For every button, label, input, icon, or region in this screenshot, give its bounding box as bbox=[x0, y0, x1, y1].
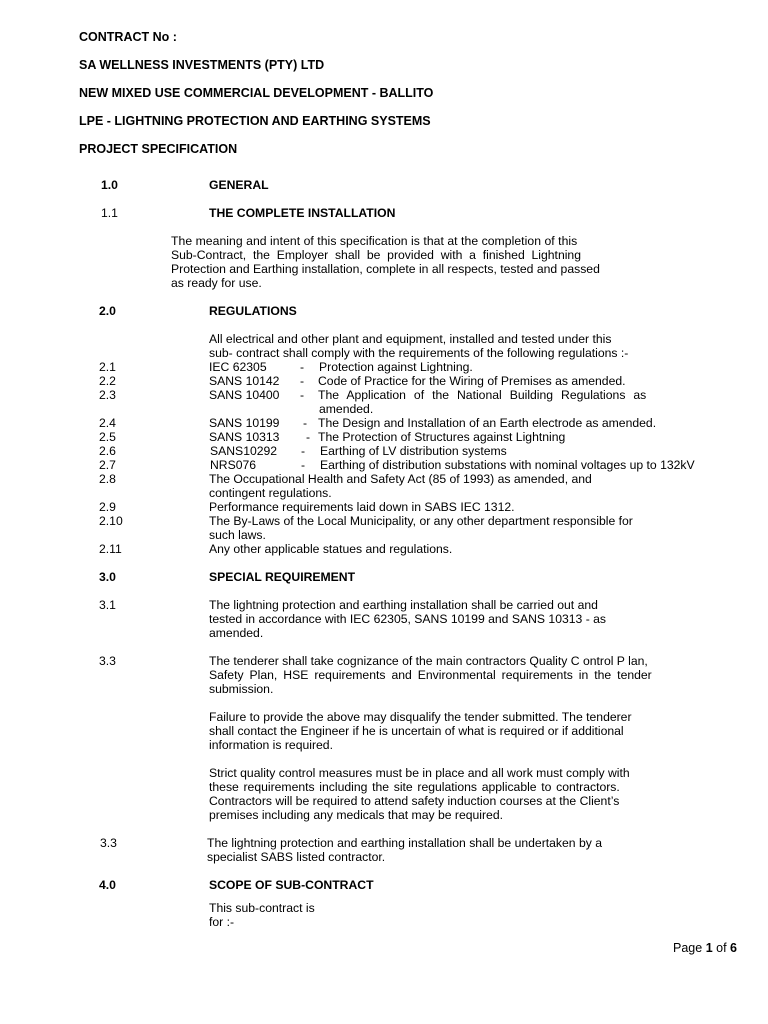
regulation-text: The Design and Installation of an Earth electrode as amended. bbox=[318, 416, 657, 430]
paragraph-line: The Occupational Health and Safety Act (85 of 1993) as amended, and bbox=[209, 472, 592, 486]
dash: - bbox=[300, 374, 305, 388]
company-heading: SA WELLNESS INVESTMENTS (PTY) LTD bbox=[79, 58, 325, 72]
paragraph-line: such laws. bbox=[209, 528, 266, 542]
section-3-number: 3.0 bbox=[99, 570, 116, 584]
paragraph-line: The tenderer shall take cognizance of the main contractors Quality C ontrol P lan, bbox=[209, 654, 648, 668]
section-1-number: 1.0 bbox=[101, 178, 118, 192]
paragraph-line: Strict quality control measures must be in place and all work must comply with bbox=[209, 766, 630, 780]
paragraph-line: The By-Laws of the Local Municipality, or any other department responsible for bbox=[209, 514, 633, 528]
section-4-title: SCOPE OF SUB-CONTRACT bbox=[209, 878, 374, 892]
page-word: Page bbox=[673, 941, 703, 955]
paragraph-line: for :- bbox=[209, 915, 235, 929]
paragraph-line: This sub-contract is bbox=[209, 901, 315, 915]
dash: - bbox=[301, 458, 306, 472]
development-heading: NEW MIXED USE COMMERCIAL DEVELOPMENT - BALLITO bbox=[79, 86, 434, 100]
item-number: 3.3 bbox=[99, 654, 116, 668]
paragraph-line: tested in accordance with IEC 62305, SANS 10199 and SANS 10313 - as bbox=[209, 612, 607, 626]
regulation-text: Earthing of LV distribution systems bbox=[320, 444, 507, 458]
item-number: 3.1 bbox=[99, 598, 116, 612]
paragraph-line: Sub-Contract, the Employer shall be provided with a finished Lightning bbox=[171, 248, 581, 262]
paragraph-line: sub- contract shall comply with the requirements of the following regulations :- bbox=[209, 346, 629, 360]
paragraph-line: information is required. bbox=[209, 738, 333, 752]
paragraph-line: Protection and Earthing installation, complete in all respects, tested and passed bbox=[171, 262, 600, 276]
section-4-number: 4.0 bbox=[99, 878, 116, 892]
dash: - bbox=[300, 360, 305, 374]
item-number: 2.4 bbox=[99, 416, 116, 430]
dash: - bbox=[301, 444, 306, 458]
paragraph-line: Performance requirements laid down in SABS IEC 1312. bbox=[209, 500, 515, 514]
paragraph-line: All electrical and other plant and equipment, installed and tested under this bbox=[209, 332, 612, 346]
paragraph-line: specialist SABS listed contractor. bbox=[207, 850, 386, 864]
item-number: 2.5 bbox=[99, 430, 116, 444]
item-number: 2.2 bbox=[99, 374, 116, 388]
paragraph-line: shall contact the Engineer if he is uncertain of what is required or if additional bbox=[209, 724, 624, 738]
current-page-number: 1 bbox=[705, 941, 713, 955]
section-1-1-number: 1.1 bbox=[101, 206, 118, 220]
total-pages-number: 6 bbox=[730, 941, 737, 955]
regulation-code: SANS 10142 bbox=[209, 374, 280, 388]
section-2-title: REGULATIONS bbox=[209, 304, 297, 318]
regulation-code: SANS 10313 bbox=[209, 430, 280, 444]
paragraph-line: The meaning and intent of this specification is that at the completion of this bbox=[171, 234, 578, 248]
regulation-text: Earthing of distribution substations with nominal voltages up to 132kV bbox=[320, 458, 695, 472]
page-number-footer bbox=[673, 941, 737, 955]
paragraph-line: these requirements including the site regulations applicable to contractors. bbox=[209, 780, 620, 794]
item-number: 2.7 bbox=[99, 458, 116, 472]
item-number: 2.10 bbox=[99, 514, 123, 528]
dash: - bbox=[306, 430, 311, 444]
section-2-number: 2.0 bbox=[99, 304, 116, 318]
lpe-heading: LPE - LIGHTNING PROTECTION AND EARTHING SYSTEMS bbox=[79, 114, 431, 128]
section-1-title: GENERAL bbox=[209, 178, 269, 192]
regulation-text: Protection against Lightning. bbox=[319, 360, 473, 374]
contract-no-heading: CONTRACT No : bbox=[79, 30, 177, 44]
regulation-code: SANS10292 bbox=[210, 444, 278, 458]
item-number: 2.1 bbox=[99, 360, 116, 374]
paragraph-line: submission. bbox=[209, 682, 274, 696]
paragraph-line: Any other applicable statues and regulations. bbox=[209, 542, 453, 556]
paragraph-line: The lightning protection and earthing installation shall be carried out and bbox=[209, 598, 598, 612]
regulation-text: Code of Practice for the Wiring of Premises as amended. bbox=[318, 374, 626, 388]
regulation-code: IEC 62305 bbox=[209, 360, 267, 374]
dash: - bbox=[300, 388, 305, 402]
dash: - bbox=[303, 416, 308, 430]
paragraph-line: Contractors will be required to attend safety induction courses at the Client’s bbox=[209, 794, 620, 808]
paragraph-line: The lightning protection and earthing installation shall be undertaken by a bbox=[207, 836, 603, 850]
paragraph-line: amended. bbox=[209, 626, 264, 640]
item-number: 2.9 bbox=[99, 500, 116, 514]
regulation-code: NRS076 bbox=[210, 458, 257, 472]
paragraph-line: Failure to provide the above may disqualify the tender submitted. The tenderer bbox=[209, 710, 632, 724]
item-number: 2.6 bbox=[99, 444, 116, 458]
item-number: 3.3 bbox=[100, 836, 117, 850]
regulation-text: The Protection of Structures against Lightning bbox=[318, 430, 566, 444]
of-word: of bbox=[716, 941, 727, 955]
regulation-code: SANS 10199 bbox=[209, 416, 280, 430]
item-number: 2.8 bbox=[99, 472, 116, 486]
section-3-title: SPECIAL REQUIREMENT bbox=[209, 570, 356, 584]
item-number: 2.11 bbox=[99, 542, 122, 556]
paragraph-line: as ready for use. bbox=[171, 276, 262, 290]
regulation-code: SANS 10400 bbox=[209, 388, 280, 402]
paragraph-line: Safety Plan, HSE requirements and Environmental requirements in the tender bbox=[209, 668, 652, 682]
project-spec-heading: PROJECT SPECIFICATION bbox=[79, 142, 238, 156]
paragraph-line: premises including any medicals that may be required. bbox=[209, 808, 503, 822]
item-number: 2.3 bbox=[99, 388, 116, 402]
regulation-text-continued: amended. bbox=[319, 402, 374, 416]
section-1-1-title: THE COMPLETE INSTALLATION bbox=[209, 206, 396, 220]
paragraph-line: contingent regulations. bbox=[209, 486, 332, 500]
regulation-text: The Application of the National Building Regulations as bbox=[318, 388, 647, 402]
